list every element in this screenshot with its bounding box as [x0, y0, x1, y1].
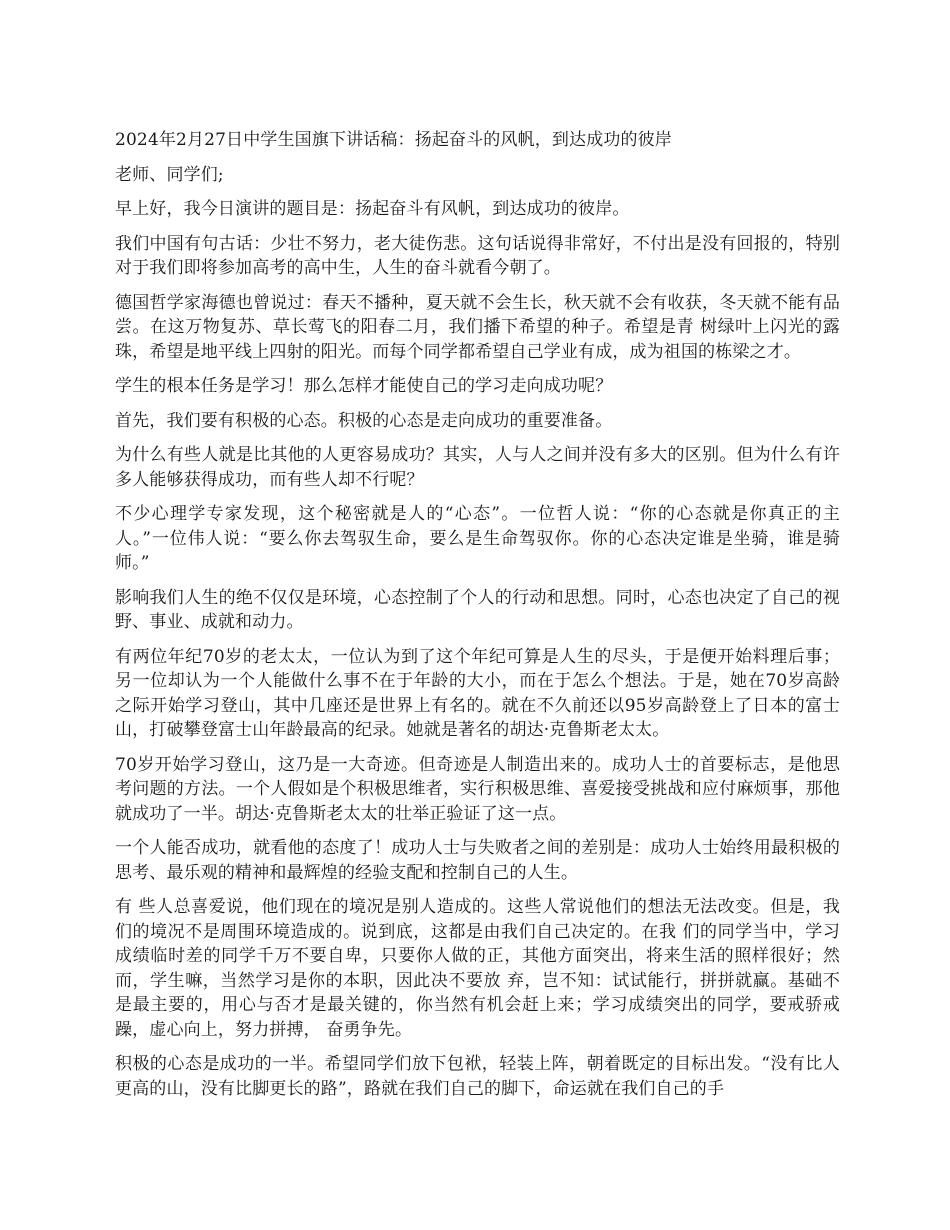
paragraph: 我们中国有句古话：少壮不努力，老大徒伤悲。这句话说得非常好，不付出是没有回报的，特别对于我们即将参加高考的高中生，人生的奋斗就看今朝了。 — [115, 233, 840, 278]
paragraph: 学生的根本任务是学习！那么怎样才能使自己的学习走向成功呢？ — [115, 376, 613, 396]
paragraph: 有 些人总喜爱说，他们现在的境况是别人造成的。这些人常说他们的想法无法改变。但是，我们的境况不是周围环境造成的。说到底，这都是由我们自己决定的。在我 们的同学当中，学习成绩临时差的同学千万不要自卑，只要你人做的正，其他方面突出，将来生活的照样很好；然而，学生嘛，当然学习是你的本职，因此决不要放 弃，岂不知：试试能行，拼拼就赢。基础不是最主要的，用心与否才是最关键的，你当然有机会赶上来；学习成绩突出的同学，要戒骄戒躁，虚心向上，努力拼搏， 奋勇争先。 — [115, 897, 840, 1040]
paragraph: 首先，我们要有积极的心态。积极的心态是走向成功的重要准备。 — [115, 410, 613, 431]
paragraph-greeting: 老师、同学们; — [115, 164, 224, 185]
paragraph: 影响我们人生的绝不仅仅是环境，心态控制了个人的行动和思想。同时，心态也决定了自己的视野、事业、成就和动力。 — [115, 587, 840, 632]
paragraph: 积极的心态是成功的一半。希望同学们放下包袱，轻装上阵，朝着既定的目标出发。“没有比人更高的山，没有比脚更长的路”，路就在我们自己的脚下，命运就在我们自己的手 — [115, 1054, 840, 1099]
paragraph: 不少心理学专家发现，这个秘密就是人的“心态”。一位哲人说：“你的心态就是你真正的主人。”一位伟人说：“要么你去驾驭生命，要么是生命驾驭你。你的心态决定谁是坐骑，谁是骑师。” — [115, 504, 840, 573]
paragraph-topic: 早上好，我今日演讲的题目是：扬起奋斗有风帆，到达成功的彼岸。 — [115, 199, 630, 219]
paragraph: 德国哲学家海德也曾说过：春天不播种，夏天就不会生长，秋天就不会有收获，冬天就不能有品尝。在这万物复苏、草长莺飞的阳春二月，我们播下希望的种子。希望是青 树绿叶上闪光的露珠，希望是地平线上四射的阳光。而每个同学都希望自己学业有成，成为祖国的栋梁之才。 — [115, 292, 840, 362]
paragraph: 70岁开始学习登山，这乃是一大奇迹。但奇迹是人制造出来的。成功人士的首要标志，是他思考问题的方法。一个人假如是个积极思维者，实行积极思维、喜爱接受挑战和应付麻烦事，那他就成功了一半。胡达·克鲁斯老太太的壮举正验证了这一点。 — [115, 754, 840, 824]
paragraph: 一个人能否成功，就看他的态度了！成功人士与失败者之间的差别是：成功人士始终用最积极的思考、最乐观的精神和最辉煌的经验支配和控制自己的人生。 — [115, 838, 840, 883]
paragraph: 为什么有些人就是比其他的人更容易成功？其实，人与人之间并没有多大的区别。但为什么有许多人能够获得成功，而有些人却不行呢？ — [115, 445, 840, 490]
document-title: 2024年2月27日中学生国旗下讲话稿：扬起奋斗的风帆，到达成功的彼岸 — [115, 130, 672, 150]
paragraph: 有两位年纪70岁的老太太，一位认为到了这个年纪可算是人生的尽头，于是便开始料理后事；另一位却认为一个人能做什么事不在于年龄的大小，而在于怎么个想法。于是，她在70岁高龄之际开始学习登山，其中几座还是世界上有名的。就在不久前还以95岁高龄登上了日本的富士山，打破攀登富士山年龄最高的纪录。她就是著名的胡达·克鲁斯老太太。 — [115, 646, 840, 740]
document-page — [115, 128, 840, 1111]
